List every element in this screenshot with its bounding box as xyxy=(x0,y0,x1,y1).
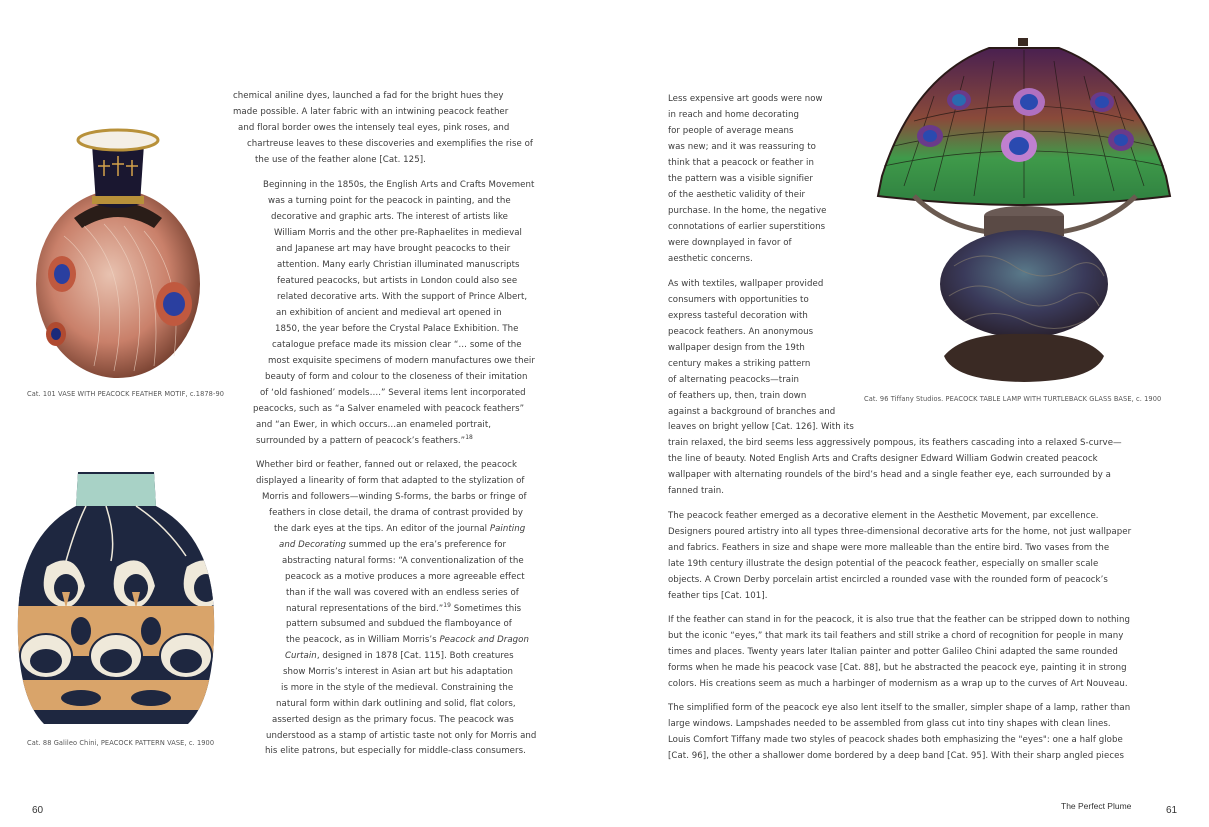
text-line: abstracting natural forms: “A conventionalization of the xyxy=(282,556,524,566)
text-line: consumers with opportunities to xyxy=(668,295,809,305)
text-line: natural form within dark outlining and solid, flat colors, xyxy=(276,699,516,709)
text-line xyxy=(256,433,473,449)
text-line: forms when he made his peacock vase [Cat. 88], but he abstracted the peacock eye, painting it in strong xyxy=(668,663,1127,673)
text-line: peacock as a motive produces a more agreeable effect xyxy=(285,572,525,582)
text-line: against a background of branches and xyxy=(668,407,836,417)
text-span: natural representations of the bird.” xyxy=(286,604,444,614)
text-line: pattern subsumed and subdued the flamboyance of xyxy=(286,619,512,629)
vase-88-caption: Cat. 88 Galileo Chini, PEACOCK PATTERN VASE, c. 1900 xyxy=(27,739,215,747)
vase-101-caption: Cat. 101 VASE WITH PEACOCK FEATHER MOTIF, c.1878-90 xyxy=(27,390,225,398)
running-head: The Perfect Plume xyxy=(1061,801,1132,811)
text-line: understood as a stamp of artistic taste not only for Morris and xyxy=(266,731,537,741)
text-line: train relaxed, the bird seems less aggressively pompous, its feathers cascading into a relaxed S-curve— xyxy=(668,438,1122,448)
text-line: wallpaper with alternating roundels of the bird’s head and a single feather eye, each surrounded by a xyxy=(668,470,1111,480)
text-line: If the feather can stand in for the peacock, it is also true that the feather can be stripped down to nothing xyxy=(668,615,1130,625)
text-line: century makes a striking pattern xyxy=(668,359,811,369)
text-line: and fabrics. Feathers in size and shape were more malleable than the entire bird. Two vases from the xyxy=(668,543,1110,553)
text-line: the use of the feather alone [Cat. 125]. xyxy=(255,155,426,165)
text-line: colors. His creations seem as much a harbinger of modernism as a wrap up to the curves of Art Nouveau. xyxy=(668,679,1128,689)
text-line: an exhibition of ancient and medieval art opened in xyxy=(276,308,502,318)
text-line: think that a peacock or feather in xyxy=(668,158,814,168)
text-line: peacocks, such as “a Salver enameled with peacock feathers” xyxy=(253,404,525,414)
text-line: William Morris and the other pre-Raphaelites in medieval xyxy=(274,228,522,238)
text-line: The simplified form of the peacock eye also lent itself to the smaller, simpler shape of a lamp, rather than xyxy=(668,703,1131,713)
text-line xyxy=(286,632,529,648)
footnote-ref: 19 xyxy=(443,602,451,609)
text-line: Whether bird or feather, fanned out or relaxed, the peacock xyxy=(256,460,517,470)
text-line: of the aesthetic validity of their xyxy=(668,190,806,200)
text-line: chemical aniline dyes, launched a fad for the bright hues they xyxy=(233,91,504,101)
text-line: but the iconic “eyes,” that mark its tail feathers and still strike a chord of recognition for people in many xyxy=(668,631,1124,641)
text-line: displayed a linearity of form that adapted to the stylization of xyxy=(256,476,525,486)
text-line: late 19th century illustrate the design potential of the peacock feather, especially on smaller scale xyxy=(668,559,1099,569)
text-line: Morris and followers—winding S-forms, the barbs or fringe of xyxy=(262,492,527,502)
text-line xyxy=(279,537,506,553)
text-line: made possible. A later fabric with an intwining peacock feather xyxy=(233,107,509,117)
text-line: beauty of form and colour to the closeness of their imitation xyxy=(265,372,528,382)
text-line xyxy=(285,648,514,664)
text-line: As with textiles, wallpaper provided xyxy=(668,279,824,289)
text-line: featured peacocks, but artists in London could also see xyxy=(277,276,518,286)
text-line: connotations of earlier superstitions xyxy=(668,222,826,232)
work-title: Curtain xyxy=(285,651,317,661)
text-line: [Cat. 96], the other a shallower dome bordered by a deep band [Cat. 95]. With their sharp angled pieces xyxy=(668,751,1124,761)
text-line: decorative and graphic arts. The interest of artists like xyxy=(271,212,509,222)
vase-101-image xyxy=(34,126,202,380)
text-line: large windows. Lampshades needed to be assembled from glass cut into tiny shapes with clean lines. xyxy=(668,719,1111,729)
text-line: feathers in close detail, the drama of contrast provided by xyxy=(269,508,524,518)
text-span: summed up the era’s preference for xyxy=(348,540,507,550)
text-line: for people of average means xyxy=(668,126,794,136)
text-line: were downplayed in favor of xyxy=(668,238,792,248)
text-line: asserted design as the primary focus. The peacock was xyxy=(272,715,514,725)
text-span: the dark eyes at the tips. An editor of the journal xyxy=(274,524,490,534)
text-line: and “an Ewer, in which occurs…an enameled portrait, xyxy=(256,420,492,430)
text-line: related decorative arts. With the support of Prince Albert, xyxy=(277,292,528,302)
text-line: of alternating peacocks—train xyxy=(668,375,800,385)
text-line: express tasteful decoration with xyxy=(668,311,808,321)
text-line: Beginning in the 1850s, the English Arts and Crafts Movement xyxy=(263,180,535,190)
text-line: Less expensive art goods were now xyxy=(668,94,823,104)
journal-title: and Decorating xyxy=(279,540,346,550)
text-line: than if the wall was covered with an endless series of xyxy=(286,588,519,598)
text-line: is more in the style of the medieval. Constraining the xyxy=(281,683,514,693)
tiffany-lamp-image xyxy=(874,36,1174,386)
text-line xyxy=(274,521,525,537)
page-number-right: 61 xyxy=(1166,805,1178,816)
text-span: , designed in 1878 [Cat. 115]. Both creatures xyxy=(316,651,514,661)
text-span: Sometimes this xyxy=(451,604,522,614)
text-line: Designers poured artistry into all types three-dimensional decorative arts for the home, not just wallpaper xyxy=(668,527,1132,537)
text-line: in reach and home decorating xyxy=(668,110,799,120)
text-line: 1850, the year before the Crystal Palace Exhibition. The xyxy=(275,324,519,334)
journal-title: Painting xyxy=(489,524,526,534)
text-line: times and places. Twenty years later Italian painter and potter Galileo Chini adapted the same rounded xyxy=(668,647,1118,657)
text-line: The peacock feather emerged as a decorative element in the Aesthetic Movement, par excellence. xyxy=(668,511,1099,521)
text-line: and Japanese art may have brought peacocks to their xyxy=(276,244,511,254)
text-line: of feathers up, then, train down xyxy=(668,391,807,401)
text-line: wallpaper design from the 19th xyxy=(668,343,805,353)
text-line: fanned train. xyxy=(668,486,725,496)
text-line: feather tips [Cat. 101]. xyxy=(668,591,768,601)
text-line: attention. Many early Christian illuminated manuscripts xyxy=(277,260,520,270)
text-line: Louis Comfort Tiffany made two styles of peacock shades both emphasizing the "eyes": one a half globe xyxy=(668,735,1123,745)
text-line: was a turning point for the peacock in painting, and the xyxy=(268,196,511,206)
text-line: his elite patrons, but especially for middle-class consumers. xyxy=(265,746,526,756)
text-line: the pattern was a visible signifier xyxy=(668,174,813,184)
text-line: catalogue preface made its mission clear “… some of the xyxy=(272,340,522,350)
text-line: aesthetic concerns. xyxy=(668,254,753,264)
text-line: of ‘old fashioned’ models….” Several items lent incorporated xyxy=(260,388,526,398)
text-line: objects. A Crown Derby porcelain artist encircled a rounded vase with the rounded form of peacock’s xyxy=(668,575,1108,585)
text-line: chartreuse leaves to these discoveries and exemplifies the rise of xyxy=(247,139,533,149)
text-span: surrounded by a pattern of peacock’s feathers.” xyxy=(256,436,466,446)
lamp-96-caption: Cat. 96 Tiffany Studios. PEACOCK TABLE LAMP WITH TURTLEBACK GLASS BASE, c. 1900 xyxy=(864,395,1162,403)
footnote-ref: 18 xyxy=(465,434,473,441)
page-number-left: 60 xyxy=(32,805,44,816)
text-line xyxy=(286,601,521,617)
text-line: peacock feathers. An anonymous xyxy=(668,327,814,337)
text-line: the line of beauty. Noted English Arts and Crafts designer Edward William Godwin created peacock xyxy=(668,454,1098,464)
text-span: the peacock, as in William Morris’s xyxy=(286,635,440,645)
text-line: leaves on bright yellow [Cat. 126]. With its xyxy=(668,422,854,432)
text-line: show Morris’s interest in Asian art but his adaptation xyxy=(283,667,513,677)
text-line: was new; and it was reassuring to xyxy=(668,142,816,152)
text-line: most exquisite specimens of modern manufactures owe their xyxy=(268,356,535,366)
text-line: purchase. In the home, the negative xyxy=(668,206,827,216)
vase-88-image xyxy=(16,466,216,728)
text-line: and floral border owes the intensely teal eyes, pink roses, and xyxy=(238,123,510,133)
work-title: Peacock and Dragon xyxy=(439,635,529,645)
